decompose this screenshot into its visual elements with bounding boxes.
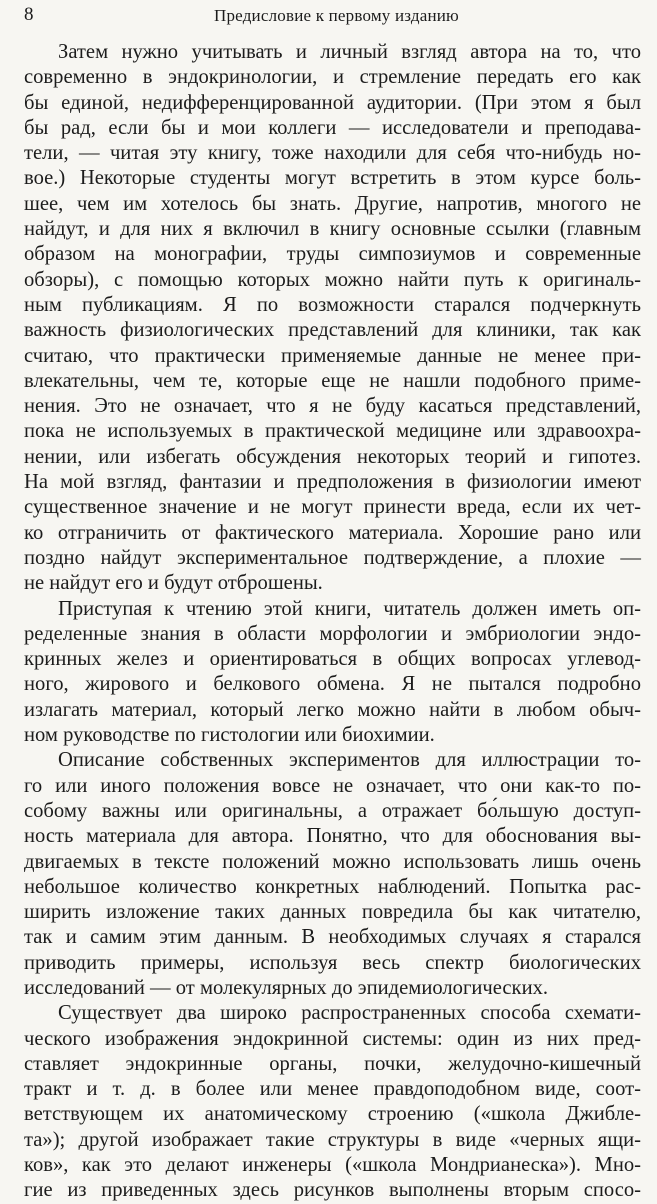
text-line: ного, жирового и белкового обмена. Я не пытался подробно [24, 673, 641, 696]
running-head: Предисловие к первому изданию [214, 6, 459, 25]
text-line: излагать материал, который легко можно найти в любом обыч- [24, 698, 641, 721]
text-line: Существует два широко распространенных способа схемати- [58, 1002, 641, 1025]
text-line: бы единой, недифференцированной аудитории. (При этом я был [24, 91, 641, 114]
text-line: ко отграничить от фактического материала. Хорошие рано или [24, 521, 641, 544]
text-line: небольшое количество конкретных наблюдений. Попытка рас- [24, 875, 641, 898]
text-line: шее, чем им хотелось бы знать. Другие, напротив, многого не [24, 192, 641, 215]
text-line: поздно найдут экспериментальное подтверждение, а плохие — [24, 546, 641, 569]
text-line: нения. Это не означает, что я не буду касаться представлений, [24, 395, 641, 418]
text-line: тели, — читая эту книгу, тоже находили для себя что-нибудь но- [24, 142, 641, 165]
text-line: не найдут его и будут отброшены. [24, 572, 323, 595]
text-line: ставляет эндокринные органы, почки, желудочно-кишечный [24, 1052, 641, 1075]
text-line: бы рад, если бы и мои коллеги — исследователи и преподава- [24, 116, 641, 139]
page-header [24, 0, 641, 30]
text-line: кринных желез и ориентироваться в общих вопросах углевод- [24, 648, 641, 671]
paragraph-2 [24, 597, 641, 749]
text-line: На мой взгляд, фантазии и предположения в физиологии имеют [24, 471, 641, 494]
text-line: обзоры), с помощью которых можно найти путь к оригиналь- [24, 268, 641, 291]
text-line: ширить изложение таких данных повредила бы как читателю, [24, 901, 641, 924]
text-line: ность материала для автора. Понятно, что для обоснования вы- [24, 825, 641, 848]
text-line: существенное значение и не могут принести вреда, если их чет- [24, 496, 641, 519]
text-line: та»); другой изображает такие структуры в виде «черных ящи- [24, 1128, 641, 1151]
text-line: Описание собственных экспериментов для иллюстрации то- [58, 749, 641, 772]
text-line: ном руководстве по гистологии или биохимии. [24, 724, 435, 747]
text-line: так и самим этим данным. В необходимых случаях я старался [24, 926, 641, 949]
text-line: нении, или избегать обсуждения некоторых теорий и гипотез. [24, 445, 641, 468]
text-line: найдут, и для них я включил в книгу основные ссылки (главным [24, 218, 641, 241]
text-line: го или иного положения вовсе не означает, что они как-то по- [24, 774, 641, 797]
text-line: двигаемых в тексте положений можно использовать лишь очень [24, 850, 641, 873]
text-line: ческого изображения эндокринной системы: один из них пред- [24, 1027, 641, 1050]
body-text [24, 40, 641, 1204]
page-number: 8 [24, 4, 34, 25]
text-line: ветствующем их анатомическому строению («школа Джибле- [24, 1103, 641, 1126]
text-line: тракт и т. д. в более или менее правдоподобном виде, соот- [24, 1078, 641, 1101]
text-line: Приступая к чтению этой книги, читатель должен иметь оп- [58, 597, 641, 620]
paragraph-3 [24, 748, 641, 1001]
text-line: гие из приведенных здесь рисунков выполнены вторым спосо- [24, 1179, 641, 1202]
text-line: ков», как это делают инженеры («школа Мондрианеска»). Мно- [24, 1154, 641, 1177]
paragraph-1 [24, 40, 641, 597]
text-line: пока не используемых в практической медицине или здравоохра- [24, 420, 641, 443]
text-line: считаю, что практически применяемые данные не менее при- [24, 344, 641, 367]
text-line: приводить примеры, используя весь спектр биологических [24, 951, 641, 974]
text-line: Затем нужно учитывать и личный взгляд автора на то, что [58, 41, 641, 63]
text-line: ределенные знания в области морфологии и эмбриологии эндо- [24, 622, 641, 645]
text-line: современно в эндокринологии, и стремление передать его как [24, 66, 641, 89]
text-line: образом на монографии, труды симпозиумов и современные [24, 243, 641, 266]
text-line: влекательны, чем те, которые еще не нашли подобного приме- [24, 369, 641, 392]
text-line: важность физиологических представлений для клиники, так как [24, 319, 641, 342]
text-line: ным публикациям. Я по возможности старался подчеркнуть [24, 293, 641, 316]
text-line: вое.) Некоторые студенты могут встретить в этом курсе боль- [24, 167, 641, 190]
text-line: собому важны или оригинальны, а отражает бо́льшую доступ- [24, 799, 641, 822]
text-line: исследований — от молекулярных до эпидемиологических. [24, 976, 549, 999]
paragraph-4 [24, 1001, 641, 1203]
